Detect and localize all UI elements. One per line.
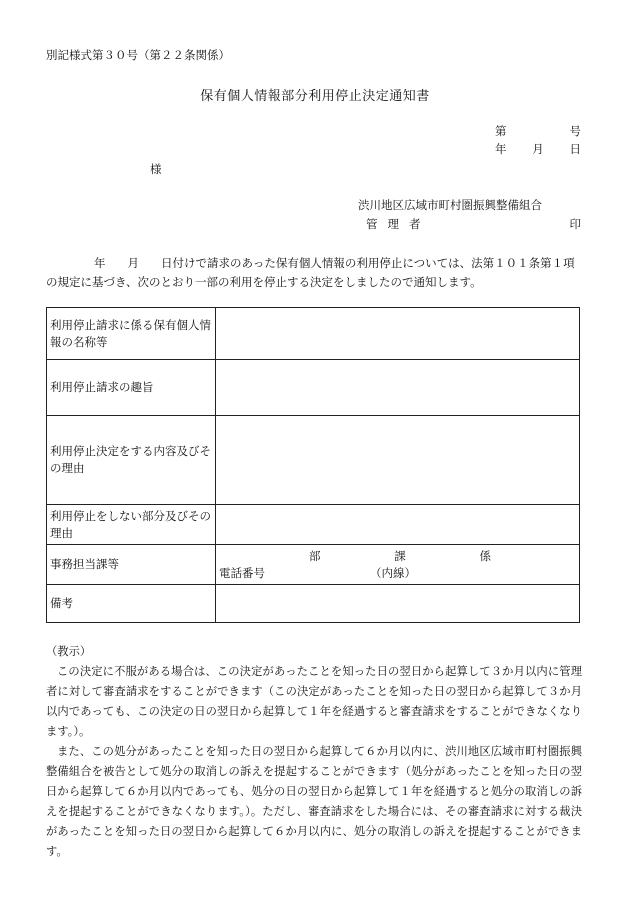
table-row: [47, 416, 580, 505]
table-row: [47, 505, 580, 545]
row-label-decision-content: 利用停止決定をする内容及びその理由: [47, 416, 216, 505]
intro-year: 年: [94, 256, 106, 270]
row-label-non-suspended-part: 利用停止をしない部分及びその理由: [47, 505, 216, 545]
row-value-decision-content: [216, 416, 580, 505]
contact-department: 部: [309, 548, 321, 563]
contact-subsection: 係: [479, 548, 491, 563]
form-number: 別記様式第３０号（第２２条関係）: [46, 48, 230, 62]
manager-line: [366, 218, 581, 232]
intro-month: 月: [127, 256, 139, 270]
decision-table: [46, 307, 580, 623]
date-day: 日: [569, 142, 581, 156]
intro-paragraph: [46, 254, 582, 292]
table-row: [47, 360, 580, 416]
row-label-request-purpose: 利用停止請求の趣旨: [47, 360, 216, 416]
manager-role: 管理者: [366, 217, 431, 231]
row-value-remarks: [216, 585, 580, 623]
table-row: [47, 308, 580, 360]
row-label-contact-office: 事務担当課等: [47, 545, 216, 585]
date-month: 月: [532, 142, 544, 156]
number-suffix: 号: [569, 124, 581, 138]
table-row: [47, 545, 580, 585]
date-year: 年: [495, 142, 507, 156]
table-row: [47, 585, 580, 623]
notice-paragraph-lawsuit: また、この処分があったことを知った日の翌日から起算して６か月以内に、渋川地区広域市町村圏振興整備組合を被告として処分の取消しの訴えを提起することができます（処分があったことを知った日の翌日から起算して６か月以内であっても、処分の日の翌日から起算して１年を経過すると処分の取消しの訴えを提起することができなくなります。）。ただし、審査請求をした場合には、その審査請求に対する裁決があったことを知った日の翌日から起算して６か月以内に、処分の取消しの訴えを提起することができます。: [46, 745, 582, 858]
intro-text: 日付けで請求のあった保有個人情報の利用停止については、法第１０１条第１項の規定に基づき、次のとおり一部の利用を停止する決定をしましたので通知します。: [46, 256, 575, 289]
addressee-suffix: 様: [150, 162, 162, 176]
instruction-notice: [46, 642, 582, 862]
number-prefix: 第: [495, 124, 507, 138]
row-label-remarks: 備考: [47, 585, 216, 623]
contact-phone-label: 電話番号: [219, 565, 265, 580]
document-title: 保有個人情報部分利用停止決定通知書: [200, 89, 430, 104]
seal-mark: 印: [569, 217, 581, 231]
notice-paragraph-appeal: この決定に不服がある場合は、この決定があったことを知った日の翌日から起算して３か月以内に管理者に対して審査請求をすることができます（この決定があったことを知った日の翌日から起算して３か月以内であっても、この決定の日の翌日から起算して１年を経過すると審査請求をすることができなくなります。）。: [46, 665, 582, 738]
document-number-line: [495, 125, 581, 139]
row-value-non-suspended-part: [216, 505, 580, 545]
row-label-information-name: 利用停止請求に係る保有個人情報の名称等: [47, 308, 216, 360]
contact-extension-label: （内線）: [370, 565, 416, 580]
notice-heading: （教示）: [46, 645, 92, 658]
document-date-line: [495, 143, 581, 157]
contact-office-cell: [216, 545, 580, 585]
row-value-information-name: [216, 308, 580, 360]
organization-name: 渋川地区広域市町村圏振興整備組合: [358, 198, 542, 212]
row-value-request-purpose: [216, 360, 580, 416]
contact-section: 課: [394, 548, 406, 563]
